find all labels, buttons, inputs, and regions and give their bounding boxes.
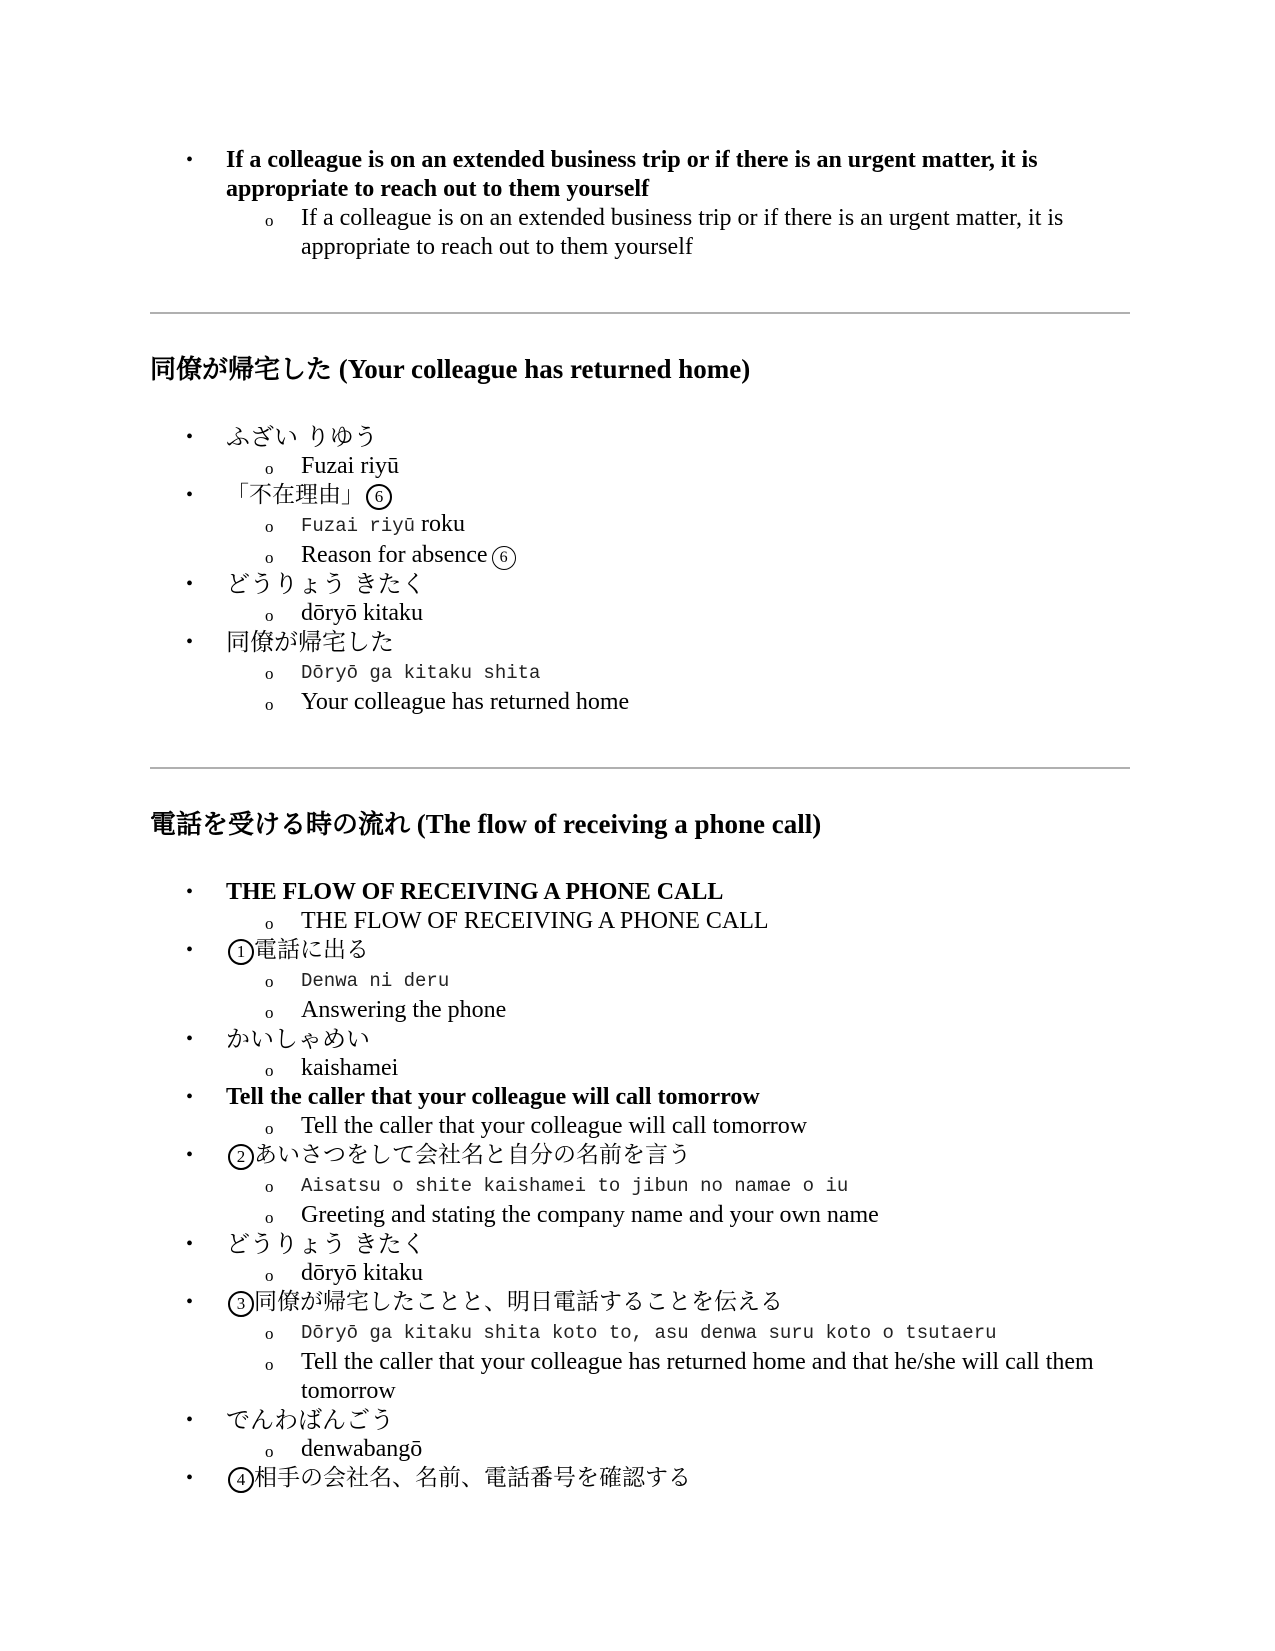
list-item-text <box>226 481 1130 510</box>
sub-list <box>226 1259 1130 1288</box>
sub-list-item <box>301 657 1130 688</box>
list-item <box>226 570 1130 628</box>
sub-list <box>226 1170 1130 1230</box>
sub-list-item <box>301 965 1130 996</box>
sub-list <box>226 1317 1130 1406</box>
list-item <box>226 481 1130 570</box>
list-item-text <box>226 1288 1130 1317</box>
romaji-text: Fuzai riyū <box>301 515 416 537</box>
circled-number-badge: 2 <box>228 1144 254 1170</box>
sub-list <box>226 965 1130 1025</box>
list-item <box>226 1464 1130 1493</box>
heading-japanese: 電話を受ける時の流れ <box>150 810 411 840</box>
list-item <box>226 1083 1130 1141</box>
sub-list-item <box>301 1317 1130 1348</box>
section-heading <box>150 807 1130 842</box>
list-item-text: • かいしゃめい <box>226 1025 370 1053</box>
list-item <box>226 423 1130 481</box>
heading-english: (Your colleague has returned home) <box>338 354 751 384</box>
list-item-text: • ふざい りゆう <box>226 423 378 451</box>
sub-list-item: o Fuzai riyū <box>301 452 1130 481</box>
bullet-list <box>150 878 1130 1493</box>
sub-list-item: o Greeting and stating the company name and your own name <box>301 1201 1130 1230</box>
heading-japanese: 同僚が帰宅した <box>150 355 333 385</box>
sub-list-item: o denwabangō <box>301 1435 1130 1464</box>
sub-list <box>226 452 1130 481</box>
sub-list-item: o THE FLOW OF RECEIVING A PHONE CALL <box>301 907 1130 936</box>
romaji-text: Dōryō ga kitaku shita koto to, asu denwa suru koto o tsutaeru <box>301 1322 997 1344</box>
list-item <box>226 1141 1130 1230</box>
list-item <box>226 628 1130 717</box>
romaji-text: Dōryō ga kitaku shita <box>301 662 541 684</box>
heading-english: (The flow of receiving a phone call) <box>416 809 822 839</box>
sub-list-item: o If a colleague is on an extended business trip or if there is an urgent matter, it is appropriate to reach out to them yourself <box>301 204 1130 262</box>
bullet-list <box>150 423 1130 717</box>
circled-number-badge: 6 <box>492 546 516 570</box>
list-item-text: • If a colleague is on an extended business trip or if there is an urgent matter, it is appropriate to reach out to them yourself <box>226 147 1038 202</box>
romaji-tail: roku <box>415 511 466 537</box>
sub-list <box>226 204 1130 262</box>
list-item-text: • THE FLOW OF RECEIVING A PHONE CALL <box>226 879 724 905</box>
sub-list-item: o Your colleague has returned home <box>301 688 1130 717</box>
circled-number-badge: 1 <box>228 939 254 965</box>
translation-text: Reason for absence <box>301 542 488 568</box>
sub-list <box>226 510 1130 570</box>
document-content <box>150 146 1130 1493</box>
romaji-text: Aisatsu o shite kaishamei to jibun no namae o iu <box>301 1175 849 1197</box>
list-item-label: 相手の会社名、名前、電話番号を確認する <box>254 1465 691 1491</box>
circled-number-badge: 3 <box>228 1291 254 1317</box>
list-item-text <box>226 936 1130 965</box>
sub-list-item: o dōryō kitaku <box>301 1259 1130 1288</box>
sub-list-item: o Tell the caller that your colleague will call tomorrow <box>301 1112 1130 1141</box>
list-item-text <box>226 1141 1130 1170</box>
bullet-list <box>150 146 1130 262</box>
sub-list <box>226 657 1130 717</box>
circled-number-badge: 4 <box>228 1467 254 1493</box>
sub-list-item <box>301 1170 1130 1201</box>
sub-list <box>226 1435 1130 1464</box>
list-item-label: あいさつをして会社名と自分の名前を言う <box>254 1142 691 1168</box>
section-heading <box>150 352 1130 387</box>
list-item <box>226 1230 1130 1288</box>
sub-list-item: o dōryō kitaku <box>301 599 1130 628</box>
sub-list <box>226 1112 1130 1141</box>
sub-list-item <box>301 541 1130 570</box>
list-item-text <box>226 1464 1130 1493</box>
list-item <box>226 1288 1130 1406</box>
list-item-text: • Tell the caller that your colleague will call tomorrow <box>226 1084 760 1110</box>
sub-list-item: o Answering the phone <box>301 996 1130 1025</box>
list-item-label: 「不在理由」 <box>226 482 364 508</box>
list-item <box>226 1025 1130 1083</box>
circled-number-badge: 6 <box>366 484 392 510</box>
sub-list-item: o kaishamei <box>301 1054 1130 1083</box>
sub-list-item <box>301 510 1130 541</box>
romaji-text: Denwa ni deru <box>301 970 450 992</box>
list-item-text: • 同僚が帰宅した <box>226 628 394 656</box>
sub-list <box>226 599 1130 628</box>
list-item-text: • どうりょう きたく <box>226 1230 426 1258</box>
list-item <box>226 878 1130 936</box>
list-item-text: • でんわばんごう <box>226 1406 394 1434</box>
sub-list-item: o Tell the caller that your colleague has returned home and that he/she will call them tomorrow <box>301 1348 1130 1406</box>
list-item-label: 同僚が帰宅したことと、明日電話することを伝える <box>254 1289 783 1315</box>
list-item-text: • どうりょう きたく <box>226 570 426 598</box>
list-item <box>226 1406 1130 1464</box>
list-item-label: 電話に出る <box>254 937 369 963</box>
list-item <box>226 936 1130 1025</box>
list-item <box>226 146 1130 262</box>
sub-list <box>226 1054 1130 1083</box>
sub-list <box>226 907 1130 936</box>
